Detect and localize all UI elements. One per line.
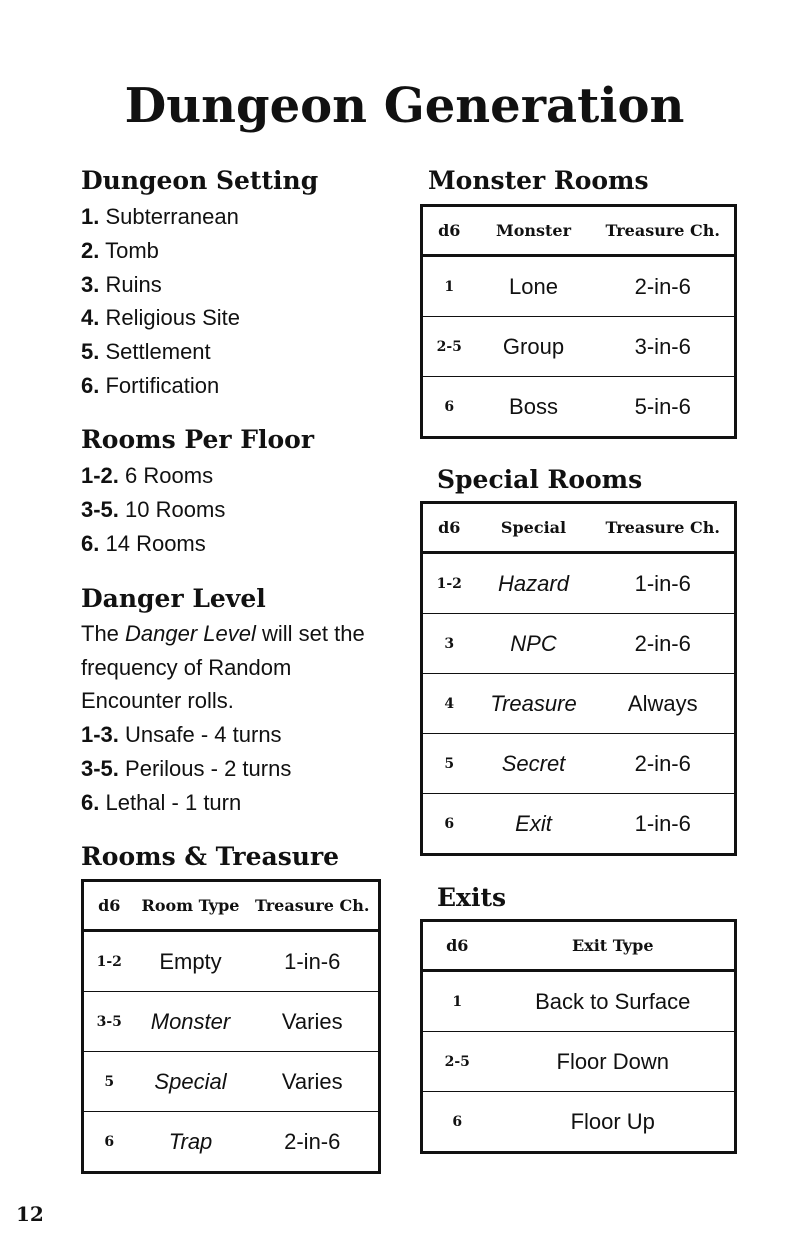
table-row: 6 Trap 2-in-6 — [104, 1128, 341, 1154]
column-header: d6 — [422, 921, 492, 971]
exits-heading: Exits — [437, 883, 507, 912]
dungeon-setting-list — [81, 200, 240, 403]
monster-rooms-table — [420, 204, 737, 439]
list-item: 1. Subterranean — [81, 204, 239, 229]
table-row: 1-2 Hazard 1-in-6 — [422, 553, 736, 614]
column-header: Room Type — [135, 881, 247, 931]
page-title: Dungeon Generation — [124, 78, 685, 134]
dungeon-setting-heading: Dungeon Setting — [81, 166, 319, 195]
column-header: Treasure Ch. — [592, 503, 736, 553]
column-header: d6 — [83, 881, 135, 931]
table-row: 3-5 Monster Varies — [83, 992, 380, 1052]
table-row: 4 Treasure Always — [422, 674, 736, 734]
table-row: 3 NPC 2-in-6 — [422, 614, 736, 674]
table-row: 6 Exit 1-in-6 — [444, 810, 691, 836]
list-item: 6. Lethal - 1 turn — [81, 789, 242, 815]
column-header: Monster — [476, 206, 592, 256]
monster-rooms-heading: Monster Rooms — [428, 166, 649, 195]
rooms-per-floor-heading: Rooms Per Floor — [81, 425, 315, 454]
danger-level-intro: The Danger Level will set the frequency of Random Encounter rolls. — [81, 621, 365, 713]
table-row: 5 Secret 2-in-6 — [422, 734, 736, 794]
exits-table — [420, 919, 737, 1154]
table-row: 1-2 Empty 1-in-6 — [83, 931, 380, 992]
rooms-per-floor-list — [81, 459, 225, 560]
table-row: 1 Lone 2-in-6 — [422, 256, 736, 317]
danger-level-heading: Danger Level — [81, 584, 266, 613]
special-rooms-table — [420, 501, 737, 856]
rooms-treasure-heading: Rooms & Treasure — [81, 842, 340, 871]
list-item: 3-5. 10 Rooms — [81, 496, 226, 522]
list-item: 1-2. 6 Rooms — [81, 463, 214, 488]
table-row: 2-5 Floor Down — [422, 1032, 736, 1092]
list-item: 3. Ruins — [81, 271, 162, 297]
list-item: 5. Settlement — [81, 339, 211, 365]
rooms-treasure-table — [81, 879, 381, 1174]
column-header: Treasure Ch. — [247, 881, 380, 931]
list-item: 6. Fortification — [81, 372, 220, 398]
page-number: 12 — [16, 1202, 44, 1226]
special-rooms-heading: Special Rooms — [437, 465, 643, 494]
danger-level-list — [81, 718, 291, 819]
table-row: 1 Back to Surface — [422, 971, 736, 1032]
list-item: 3-5. Perilous - 2 turns — [81, 755, 292, 781]
column-header: Special — [476, 503, 592, 553]
column-header: d6 — [422, 503, 476, 553]
table-row: 6 Floor Up — [452, 1108, 655, 1134]
column-header: Treasure Ch. — [592, 206, 736, 256]
table-row: 2-5 Group 3-in-6 — [422, 317, 736, 377]
table-row: 6 Boss 5-in-6 — [444, 393, 691, 419]
list-item: 6. 14 Rooms — [81, 530, 206, 556]
list-item: 4. Religious Site — [81, 305, 240, 331]
list-item: 1-3. Unsafe - 4 turns — [81, 722, 282, 747]
table-row: 5 Special Varies — [83, 1052, 380, 1112]
list-item: 2. Tomb — [81, 237, 159, 263]
column-header: Exit Type — [492, 921, 736, 971]
column-header: d6 — [422, 206, 476, 256]
